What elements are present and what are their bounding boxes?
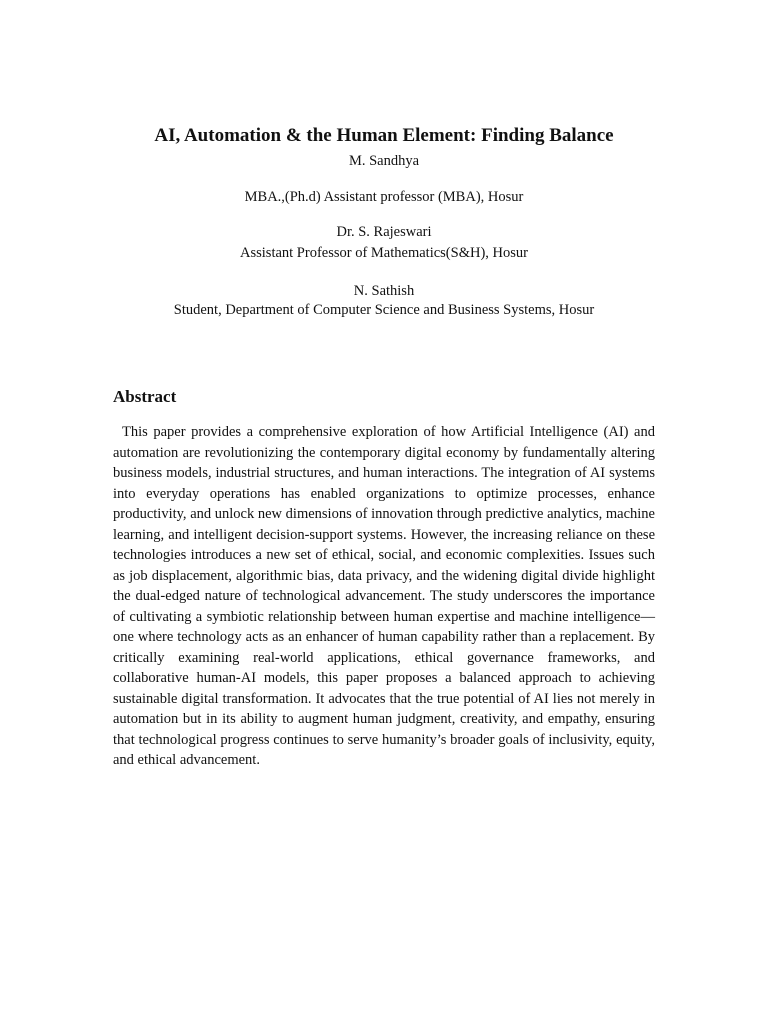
abstract-text: This paper provides a comprehensive exploration of how Artificial Intelligence (AI) and automation are revolutionizing the contemporary digital economy by fundamentally altering business models, industrial structures, and human interactions. The integration of AI systems into everyday operations has enabled organizations to optimize processes, enhance productivity, and unlock new dimensions of innovation through predictive analytics, machine learning, and intelligent decision-support systems. However, the increasing reliance on these technologies introduces a new set of ethical, social, and economic complexities. Issues such as job displacement, algorithmic bias, data privacy, and the widening digital divide highlight the dual-edged nature of technological advancement. The study underscores the importance of cultivating a symbiotic relationship between human expertise and machine intelligence—one where technology acts as an enhancer of human capability rather than a replacement. By critically examining real-world applications, ethical governance frameworks, and collaborative human-AI models, this paper proposes a balanced approach to achieving sustainable digital transformation. It advocates that the true potential of AI lies not merely in automation but in its ability to augment human judgment, creativity, and empathy, ensuring that technological progress continues to serve humanity’s broader goals of inclusivity, equity, and ethical advancement.	[113, 424, 655, 768]
author-affiliation-1: MBA.,(Ph.d) Assistant professor (MBA), Hosur	[244, 189, 524, 205]
author-affiliation-2: Assistant Professor of Mathematics(S&H), Hosur	[240, 245, 528, 261]
paper-title: AI, Automation & the Human Element: Finding Balance	[154, 125, 614, 146]
author-name-2: Dr. S. Rajeswari	[336, 224, 432, 240]
abstract-heading: Abstract	[113, 387, 177, 406]
author-name-3: N. Sathish	[353, 283, 415, 299]
author-name-1: M. Sandhya	[348, 153, 420, 169]
author-affiliation-3: Student, Department of Computer Science and Business Systems, Hosur	[173, 302, 595, 318]
